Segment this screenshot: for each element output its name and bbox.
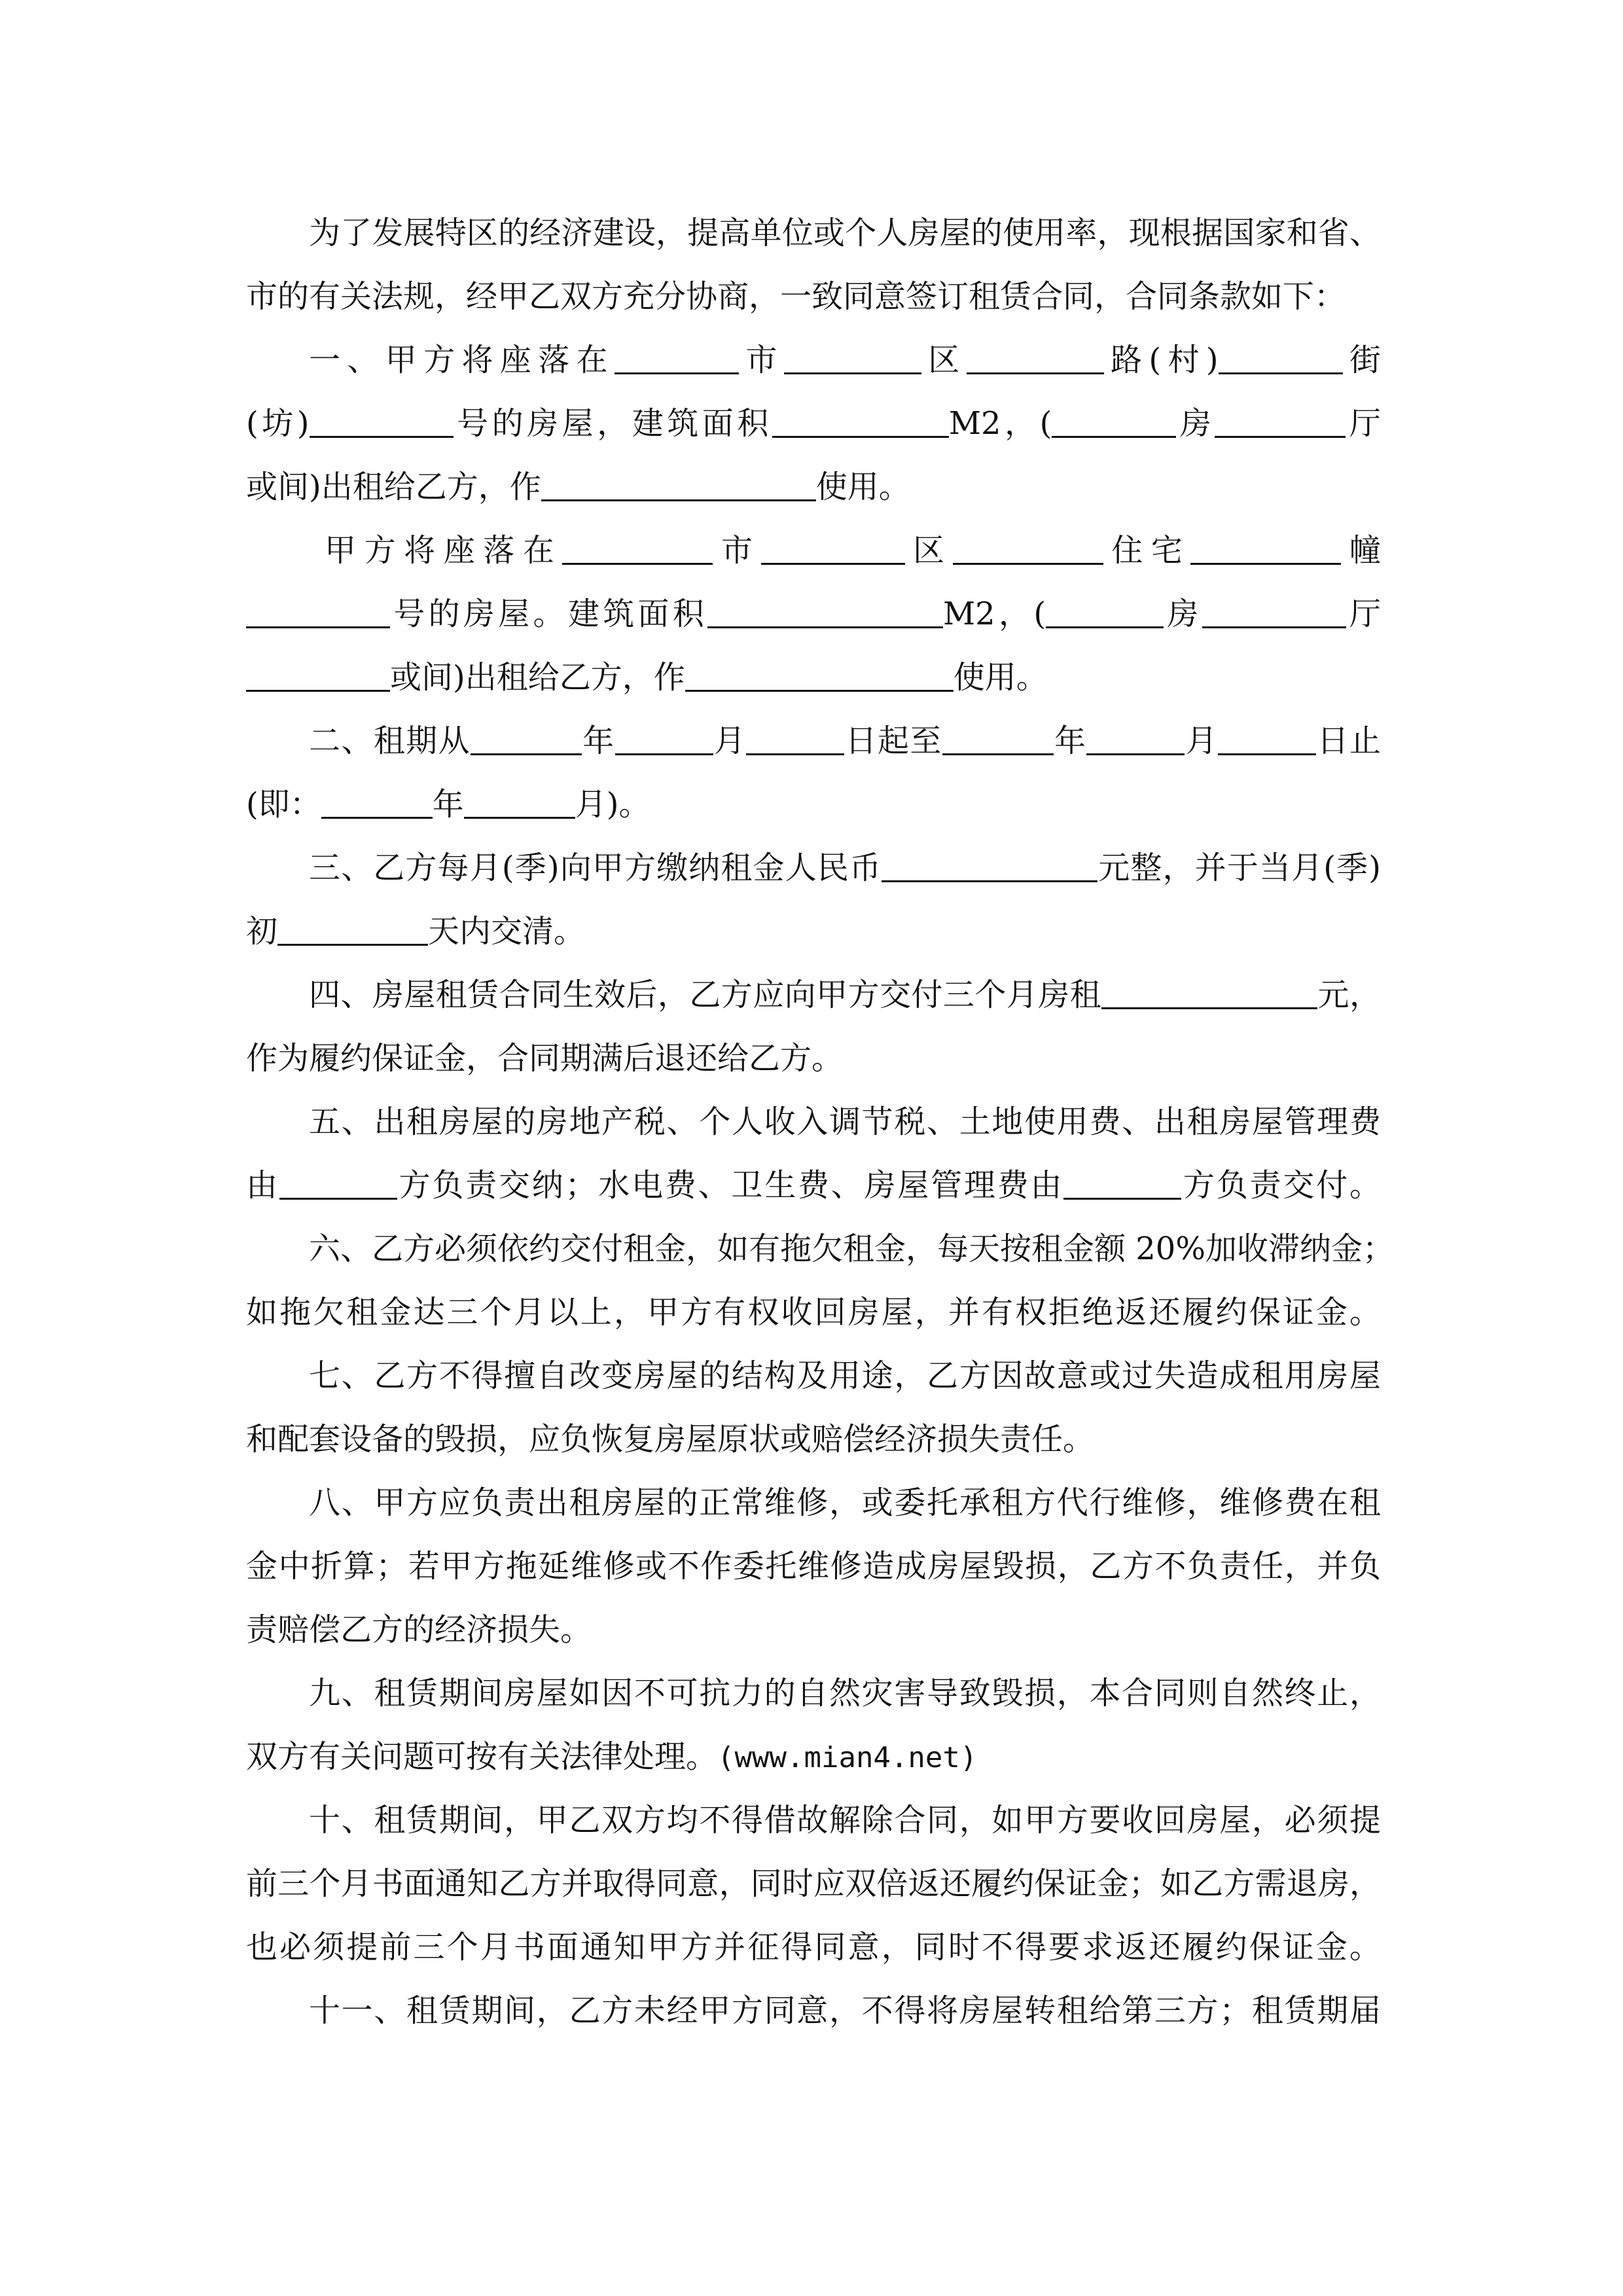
clause-5-line-1: 五、出租房屋的房地产税、个人收入调节税、土地使用费、出租房屋管理费 bbox=[309, 1103, 1381, 1140]
usage-blank[interactable] bbox=[685, 658, 954, 692]
payment-days-blank[interactable] bbox=[277, 912, 428, 946]
city-blank[interactable] bbox=[615, 341, 739, 374]
text: 天内交清。 bbox=[428, 913, 586, 950]
text: (即： bbox=[246, 786, 321, 823]
term-months-blank[interactable] bbox=[464, 785, 575, 819]
usage-blank[interactable] bbox=[541, 468, 816, 501]
text: 初 bbox=[246, 913, 278, 950]
residence-blank[interactable] bbox=[953, 531, 1103, 565]
street-blank[interactable] bbox=[1219, 341, 1343, 374]
start-day-blank[interactable] bbox=[746, 722, 844, 755]
city-blank[interactable] bbox=[562, 531, 713, 565]
text: 区 bbox=[921, 342, 967, 378]
text: 月)。 bbox=[575, 786, 651, 823]
text: 区 bbox=[904, 532, 953, 569]
text: 或间)出租给乙方，作 bbox=[390, 659, 685, 696]
text: M2，( bbox=[943, 596, 1046, 632]
text: 年 bbox=[581, 723, 615, 759]
text: 日止 bbox=[1316, 723, 1381, 759]
text: 月 bbox=[713, 723, 747, 759]
text: 甲方将座落在 bbox=[325, 532, 563, 569]
utilities-party-blank[interactable] bbox=[1063, 1166, 1181, 1200]
text: 年 bbox=[432, 786, 464, 823]
text: 幢 bbox=[1341, 532, 1381, 569]
clause-3-line-2 bbox=[246, 900, 1381, 963]
district-blank[interactable] bbox=[784, 341, 921, 374]
text: 由 bbox=[246, 1167, 279, 1204]
text: 厅 bbox=[1346, 405, 1381, 442]
text: 住宅 bbox=[1103, 532, 1191, 569]
clause-6-line-2: 如拖欠租金达三个月以上，甲方有权收回房屋，并有权拒绝返还履约保证金。 bbox=[246, 1294, 1381, 1331]
text: 二、租期从 bbox=[309, 723, 471, 759]
clause-1b-line-3 bbox=[246, 646, 1381, 709]
source-url: (www.mian4.net) bbox=[717, 1741, 978, 1774]
area-blank[interactable] bbox=[772, 404, 949, 438]
end-year-blank[interactable] bbox=[942, 722, 1054, 755]
clause-2-line-1 bbox=[246, 709, 1381, 773]
clause-3-line-1 bbox=[246, 836, 1381, 900]
building-blank[interactable] bbox=[1190, 531, 1341, 565]
clause-7-line-2: 和配套设备的毁损，应负恢复房屋原状或赔偿经济损失责任。 bbox=[246, 1421, 1095, 1458]
text: 街 bbox=[1342, 342, 1381, 378]
clause-9-line-2 bbox=[246, 1725, 1381, 1789]
clause-8-line-1: 八、甲方应负责出租房屋的正常维修，或委托承租方代行维修，维修费在租 bbox=[309, 1484, 1381, 1521]
clause-10-line-2: 前三个月书面通知乙方并取得同意，同时应双倍返还履约保证金；如乙方需退房， bbox=[246, 1865, 1381, 1902]
halls-blank[interactable] bbox=[1215, 404, 1346, 438]
clause-10-line-3: 也必须提前三个月书面通知甲方并征得同意，同时不得要求返还履约保证金。 bbox=[246, 1929, 1381, 1965]
end-day-blank[interactable] bbox=[1218, 722, 1316, 755]
extra-rooms-blank[interactable] bbox=[246, 658, 390, 692]
start-year-blank[interactable] bbox=[471, 722, 582, 755]
clause-1b-line-1 bbox=[246, 519, 1381, 583]
text: 使用。 bbox=[953, 659, 1048, 696]
text: 路(村) bbox=[1103, 342, 1219, 378]
text: 三、乙方每月(季)向甲方缴纳租金人民币 bbox=[309, 850, 882, 886]
text: 使用。 bbox=[815, 469, 910, 505]
clause-8-line-3: 责赔偿乙方的经济损失。 bbox=[246, 1611, 592, 1648]
area-blank[interactable] bbox=[707, 595, 943, 628]
text: 厅 bbox=[1346, 596, 1381, 632]
halls-blank[interactable] bbox=[1202, 595, 1346, 628]
contract-body bbox=[246, 202, 1394, 2043]
clause-7-line-1: 七、乙方不得擅自改变房屋的结构及用途，乙方因故意或过失造成租用房屋 bbox=[309, 1357, 1381, 1394]
text: 号的房屋。建筑面积 bbox=[390, 596, 708, 632]
clause-8-line-2: 金中折算；若甲方拖延维修或不作委托维修造成房屋毁损，乙方不负责任，并负 bbox=[246, 1548, 1381, 1585]
text: 房 bbox=[1164, 596, 1202, 632]
clause-1-line-1 bbox=[246, 329, 1381, 392]
clause-9-line-1: 九、租赁期间房屋如因不可抗力的自然灾害导致毁损，本合同则自然终止， bbox=[309, 1675, 1381, 1712]
text: 方负责交纳；水电费、卫生费、房屋管理费由 bbox=[397, 1167, 1064, 1204]
text: 或间)出租给乙方，作 bbox=[246, 469, 541, 505]
text: 元整，并于当月(季) bbox=[1097, 850, 1381, 886]
text: 一、甲方将座落在 bbox=[309, 342, 615, 378]
district-blank[interactable] bbox=[761, 531, 905, 565]
text: 月 bbox=[1185, 723, 1219, 759]
text: (坊) bbox=[246, 405, 310, 442]
text: M2，( bbox=[948, 405, 1052, 442]
preamble-line-1: 为了发展特区的经济建设，提高单位或个人房屋的使用率，现根据国家和省、 bbox=[309, 215, 1381, 251]
clause-4-line-2: 作为履约保证金，合同期满后退还给乙方。 bbox=[246, 1040, 844, 1077]
text: 四、房屋租赁合同生效后，乙方应向甲方交付三个月房租 bbox=[309, 977, 1102, 1013]
clause-5-line-2 bbox=[246, 1154, 1381, 1217]
text: 元， bbox=[1317, 977, 1381, 1013]
text: 日起至 bbox=[844, 723, 942, 759]
clause-1b-line-2 bbox=[246, 583, 1381, 646]
tax-party-blank[interactable] bbox=[279, 1166, 397, 1200]
clause-11-line-1: 十一、租赁期间，乙方未经甲方同意，不得将房屋转租给第三方；租赁期届 bbox=[309, 1992, 1381, 2029]
house-number-blank[interactable] bbox=[310, 404, 454, 438]
clause-2-line-2 bbox=[246, 773, 1381, 836]
rooms-blank[interactable] bbox=[1052, 404, 1176, 438]
clause-1-line-3 bbox=[246, 456, 1381, 519]
text: 年 bbox=[1053, 723, 1087, 759]
text: 双方有关问题可按有关法律处理。 bbox=[246, 1738, 718, 1775]
text: 市 bbox=[713, 532, 761, 569]
clause-1-line-2 bbox=[246, 392, 1381, 456]
text: 市 bbox=[739, 342, 784, 378]
clause-10-line-1: 十、租赁期间，甲乙双方均不得借故解除合同，如甲方要收回房屋，必须提 bbox=[309, 1802, 1381, 1839]
text: 号的房屋，建筑面积 bbox=[453, 405, 772, 442]
text: 方负责交付。 bbox=[1181, 1167, 1381, 1204]
text: 房 bbox=[1176, 405, 1215, 442]
clause-4-line-1 bbox=[246, 963, 1381, 1027]
term-years-blank[interactable] bbox=[321, 785, 433, 819]
clause-6-line-1: 六、乙方必须依约交付租金，如有拖欠租金，每天按租金额 20%加收滞纳金； bbox=[309, 1230, 1394, 1267]
preamble-line-2: 市的有关法规，经甲乙双方充分协商，一致同意签订租赁合同，合同条款如下： bbox=[246, 278, 1346, 315]
road-blank[interactable] bbox=[967, 341, 1104, 374]
rooms-blank[interactable] bbox=[1046, 595, 1164, 628]
start-month-blank[interactable] bbox=[615, 722, 713, 755]
house-number-blank[interactable] bbox=[246, 595, 390, 628]
end-month-blank[interactable] bbox=[1086, 722, 1185, 755]
deposit-blank[interactable] bbox=[1101, 976, 1317, 1009]
rent-amount-blank[interactable] bbox=[882, 849, 1097, 882]
